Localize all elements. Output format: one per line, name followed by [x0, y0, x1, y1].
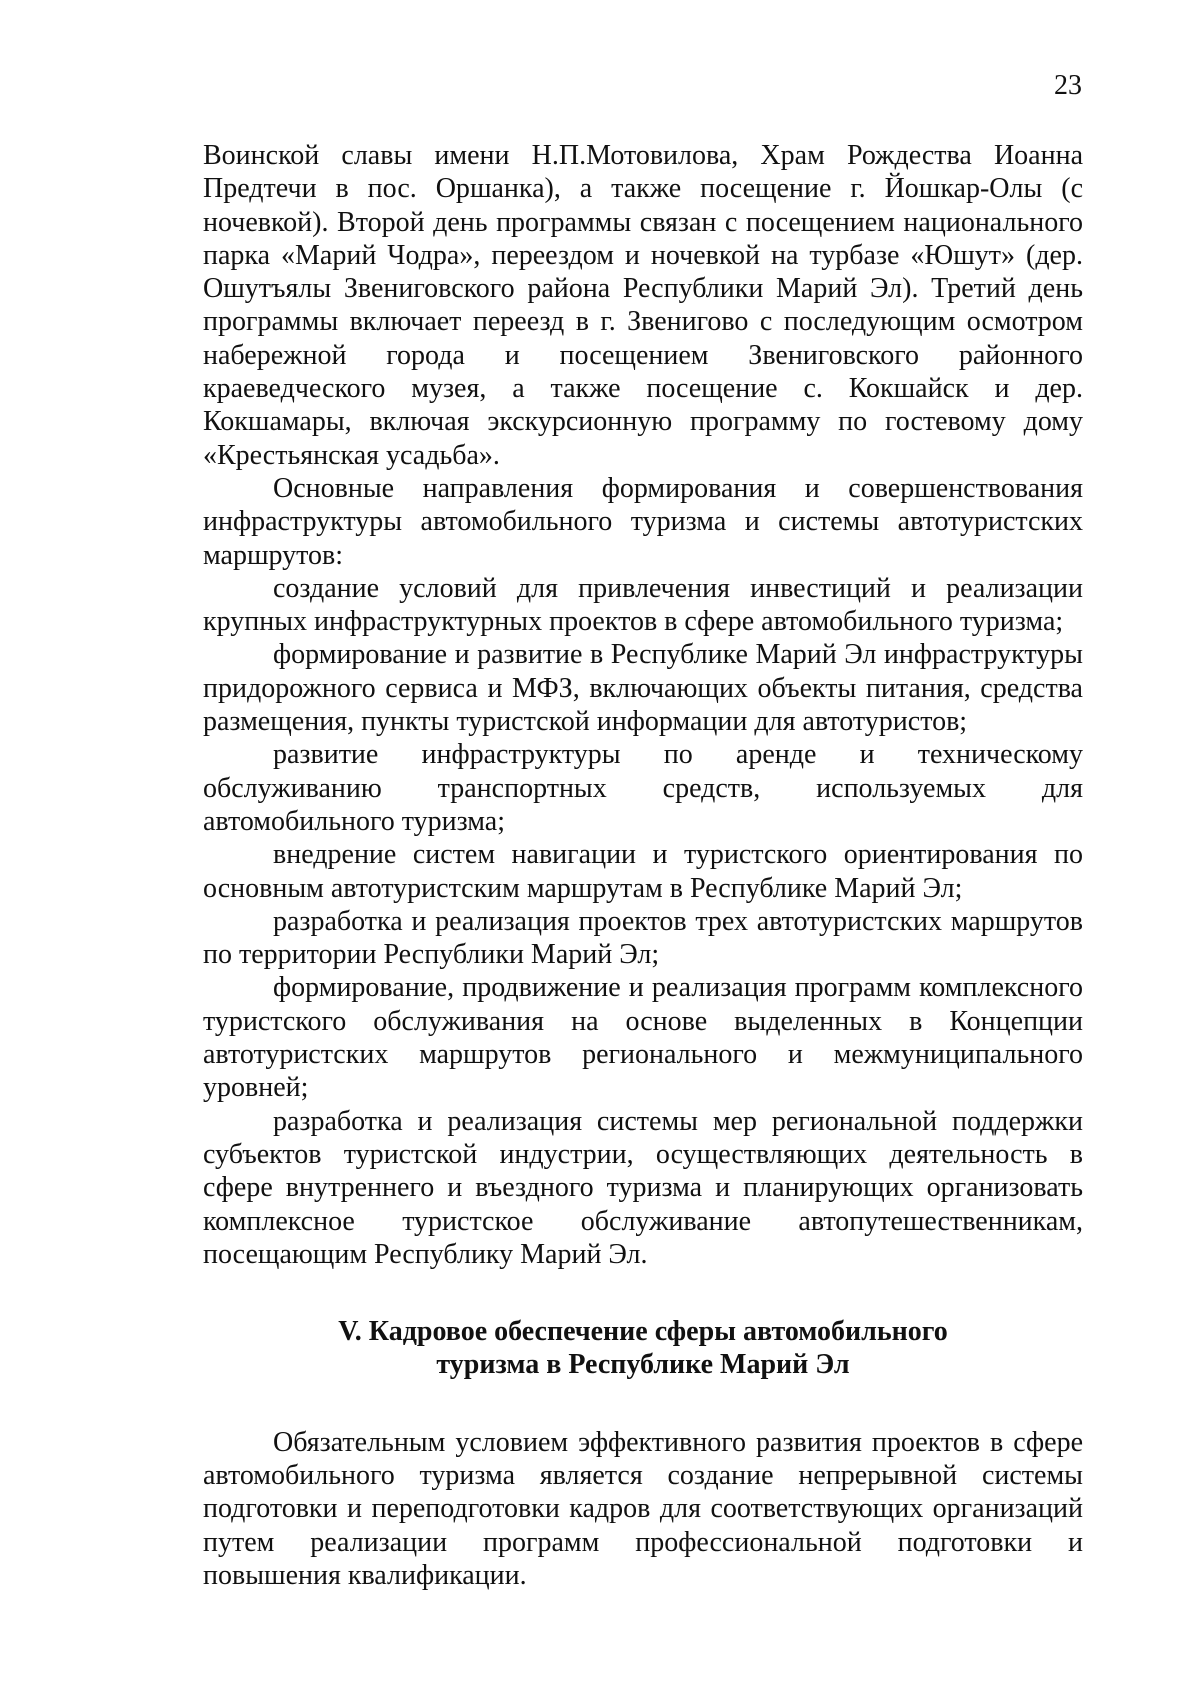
list-item-three-routes: разработка и реализация проектов трех автотуристских маршрутов по территории Республики Марий Эл; — [203, 905, 1083, 971]
section-heading-line-2: туризма в Республике Марий Эл — [436, 1349, 850, 1381]
list-item-service-programs: формирование, продвижение и реализация программ комплексного туристского обслуживания на основе выделенных в Концепции автотуристских маршрутов регионального и межмуниципального уровней; — [203, 972, 1083, 1104]
page-number: 23 — [1054, 70, 1082, 101]
paragraph-tour-program: Воинской славы имени Н.П.Мотовилова, Храм Рождества Иоанна Предтечи в пос. Оршанка), а также посещение г. Йошкар-Олы (с ночевкой). Второй день программы связан с посещением национального парка «Марий Чодра», переездом и ночевкой на турбазе «Юшут» (дер. Ошутъялы Звениговского района Республики Марий Эл). Третий день программы включает переезд в г. Звенигово с последующим осмотром набережной города и посещением Звениговского районного краеведческого музея, а также посещение с. Кокшайск и дер. Кокшамары, включая экскурсионную программу по гостевому дому «Крестьянская усадьба». — [203, 140, 1083, 471]
list-item-roadside-service: формирование и развитие в Республике Марий Эл инфраструктуры придорожного сервиса и МФЗ, включающих объекты питания, средства размещения, пункты туристской информации для автотуристов; — [203, 639, 1083, 738]
paragraph-directions-intro: Основные направления формирования и совершенствования инфраструктуры автомобильного туризма и системы автотуристских маршрутов: — [203, 472, 1083, 571]
page-body — [203, 139, 1083, 1592]
paragraph-staff-training: Обязательным условием эффективного развития проектов в сфере автомобильного туризма является создание непрерывной системы подготовки и переподготовки кадров для соответствующих организаций путем реализации программ профессиональной подготовки и повышения квалификации. — [203, 1426, 1083, 1591]
section-heading-line-1: V. Кадровое обеспечение сферы автомобильного — [338, 1316, 948, 1348]
list-item-navigation-systems: внедрение систем навигации и туристского ориентирования по основным автотуристским маршрутам в Республике Марий Эл; — [203, 839, 1083, 904]
section-heading — [203, 1315, 1083, 1382]
list-item-vehicle-rental: развитие инфраструктуры по аренде и техническому обслуживанию транспортных средств, используемых для автомобильного туризма; — [203, 739, 1083, 837]
list-item-regional-support: разработка и реализация системы мер региональной поддержки субъектов туристской индустрии, осуществляющих деятельность в сфере внутреннего и въездного туризма и планирующих организовать комплексное туристское обслуживание автопутешественникам, посещающим Республику Марий Эл. — [203, 1105, 1083, 1270]
list-item-investment-conditions: создание условий для привлечения инвестиций и реализации крупных инфраструктурных проектов в сфере автомобильного туризма; — [203, 572, 1083, 638]
